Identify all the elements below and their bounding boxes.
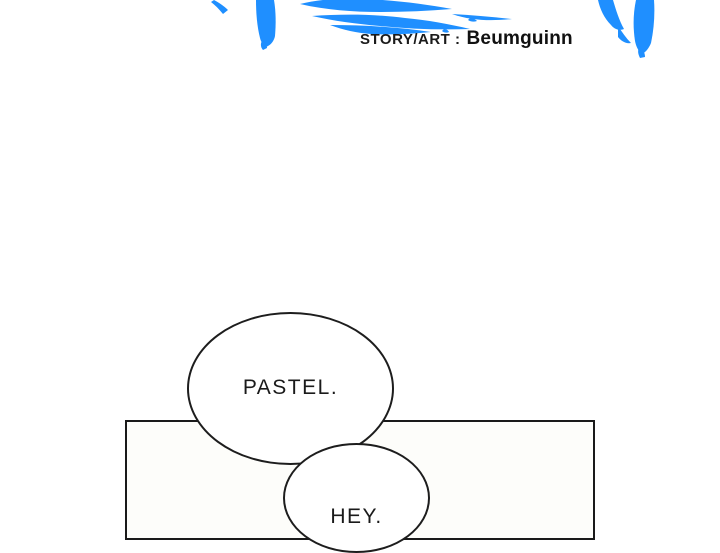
speech-bubble-hey [283, 443, 430, 553]
credit-label: STORY/ART : [360, 31, 461, 48]
speech-bubble-pastel [187, 312, 394, 465]
speech-bubble-text: PASTEL. [242, 375, 339, 399]
credit-author-name: Beumguinn [466, 28, 573, 49]
speech-bubble-text: HEY. [330, 505, 383, 528]
title-artwork [0, 0, 720, 70]
credit-line [360, 28, 573, 50]
